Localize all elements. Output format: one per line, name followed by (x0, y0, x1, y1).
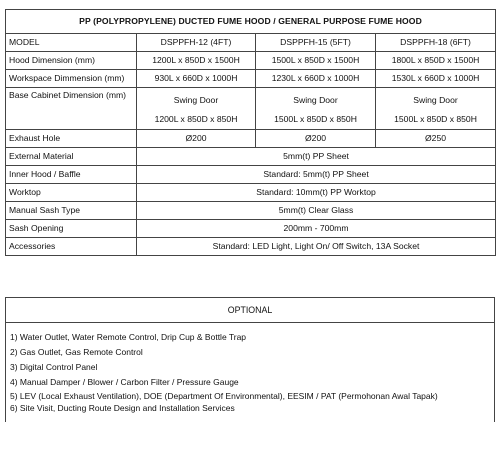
base-cabinet-size-6ft: 1500L x 850D x 850H (394, 114, 477, 124)
worktop-label: Worktop (6, 184, 137, 202)
list-item (6, 331, 495, 346)
list-item (6, 375, 495, 390)
external-material-value: 5mm(t) PP Sheet (137, 148, 496, 166)
manual-sash-value: 5mm(t) Clear Glass (137, 202, 496, 220)
list-item (6, 404, 495, 422)
base-cabinet-5ft (256, 88, 376, 130)
base-cabinet-door-6ft: Swing Door (413, 95, 458, 105)
base-cabinet-door-5ft: Swing Door (293, 95, 338, 105)
base-cabinet-6ft (376, 88, 496, 130)
list-item (6, 390, 495, 405)
workspace-dimension-label: Workspace Dimmension (mm) (6, 70, 137, 88)
accessories-label: Accessories (6, 238, 137, 256)
base-cabinet-4ft (137, 88, 256, 130)
workspace-dimension-4ft: 930L x 660D x 1000H (137, 70, 256, 88)
base-cabinet-door-4ft: Swing Door (173, 95, 219, 105)
model-label: MODEL (6, 34, 137, 52)
workspace-dimension-row (6, 70, 496, 88)
hood-dimension-6ft: 1800L x 850D x 1500H (376, 52, 496, 70)
workspace-dimension-6ft: 1530L x 660D x 1000H (376, 70, 496, 88)
hood-dimension-label: Hood Dimension (mm) (6, 52, 137, 70)
spec-table (5, 9, 496, 256)
list-item (6, 360, 495, 375)
base-cabinet-row (6, 88, 496, 130)
optional-item-3: 3) Digital Control Panel (6, 360, 495, 375)
model-row (6, 34, 496, 52)
inner-hood-value: Standard: 5mm(t) PP Sheet (137, 166, 496, 184)
workspace-dimension-5ft: 1230L x 660D x 1000H (256, 70, 376, 88)
base-cabinet-label: Base Cabinet Dimension (mm) (6, 88, 137, 130)
inner-hood-label: Inner Hood / Baffle (6, 166, 137, 184)
base-cabinet-size-4ft: 1200L x 850D x 850H (154, 114, 238, 124)
sash-opening-label: Sash Opening (6, 220, 137, 238)
worktop-value: Standard: 10mm(t) PP Worktop (137, 184, 496, 202)
hood-dimension-row (6, 52, 496, 70)
hood-dimension-4ft: 1200L x 850D x 1500H (137, 52, 256, 70)
accessories-value: Standard: LED Light, Light On/ Off Switch, 13A Socket (137, 238, 496, 256)
model-6ft: DSPPFH-18 (6FT) (376, 34, 496, 52)
manual-sash-row (6, 202, 496, 220)
optional-header-row (6, 298, 495, 323)
model-4ft: DSPPFH-12 (4FT) (137, 34, 256, 52)
list-item (6, 346, 495, 361)
spec-title-row (6, 10, 496, 34)
optional-item-4: 4) Manual Damper / Blower / Carbon Filter / Pressure Gauge (6, 375, 495, 390)
worktop-row (6, 184, 496, 202)
optional-title: OPTIONAL (6, 298, 495, 323)
exhaust-hole-row (6, 130, 496, 148)
optional-item-6: 6) Site Visit, Ducting Route Design and Installation Services (6, 404, 495, 422)
optional-item-1: 1) Water Outlet, Water Remote Control, Drip Cup & Bottle Trap (6, 331, 495, 346)
exhaust-hole-5ft: Ø200 (256, 130, 376, 148)
manual-sash-label: Manual Sash Type (6, 202, 137, 220)
spec-title: PP (POLYPROPYLENE) DUCTED FUME HOOD / GENERAL PURPOSE FUME HOOD (6, 10, 496, 34)
sash-opening-row (6, 220, 496, 238)
optional-item-5: 5) LEV (Local Exhaust Ventilation), DOE (Department Of Environmental), EESIM / PAT (Permohonan Awal Tapak) (6, 390, 495, 405)
exhaust-hole-6ft: Ø250 (376, 130, 496, 148)
accessories-row (6, 238, 496, 256)
external-material-label: External Material (6, 148, 137, 166)
hood-dimension-5ft: 1500L x 850D x 1500H (256, 52, 376, 70)
base-cabinet-size-5ft: 1500L x 850D x 850H (274, 114, 357, 124)
optional-item-2: 2) Gas Outlet, Gas Remote Control (6, 346, 495, 361)
external-material-row (6, 148, 496, 166)
exhaust-hole-label: Exhaust Hole (6, 130, 137, 148)
exhaust-hole-4ft: Ø200 (137, 130, 256, 148)
optional-table (5, 297, 495, 422)
inner-hood-row (6, 166, 496, 184)
model-5ft: DSPPFH-15 (5FT) (256, 34, 376, 52)
sash-opening-value: 200mm - 700mm (137, 220, 496, 238)
